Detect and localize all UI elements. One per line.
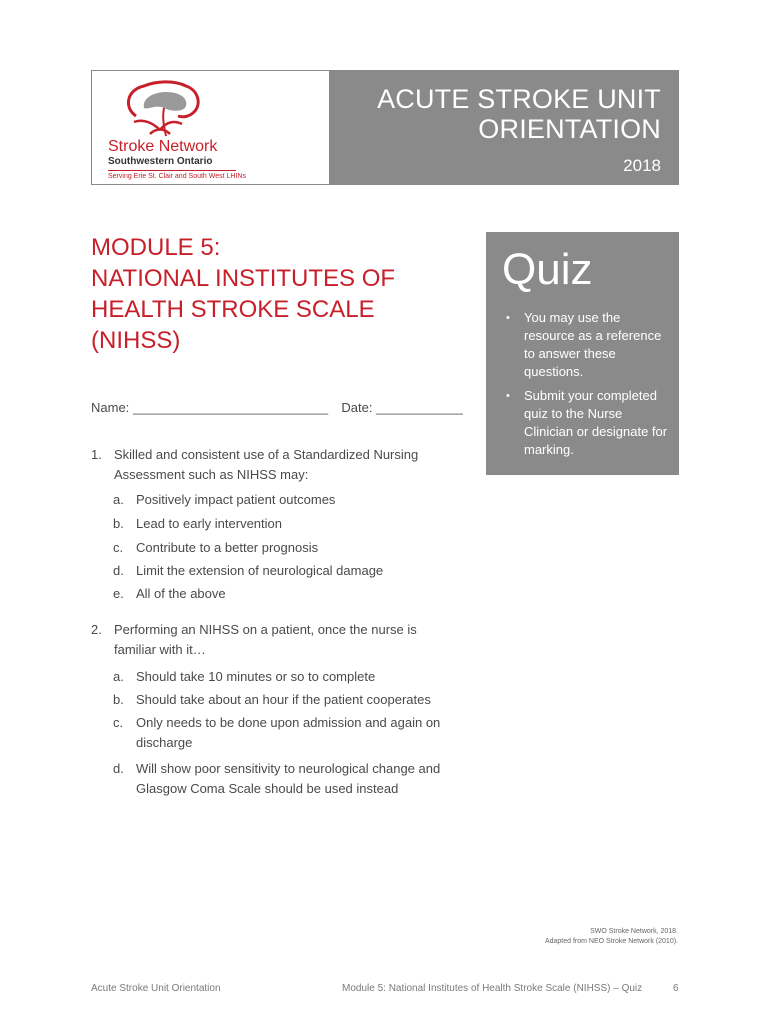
question-text: Skilled and consistent use of a Standardized Nursing Assessment such as NIHSS may: xyxy=(114,447,419,482)
quiz-heading: Quiz xyxy=(502,245,593,294)
stroke-network-logo xyxy=(100,78,325,182)
option-letter: c. xyxy=(113,540,124,555)
option-letter: a. xyxy=(113,492,124,507)
module-title xyxy=(91,232,471,356)
question-2 xyxy=(91,620,451,660)
bullet-icon: • xyxy=(506,390,510,402)
option-letter: b. xyxy=(113,692,124,707)
option-letter: b. xyxy=(113,516,124,531)
name-label: Name: xyxy=(91,400,130,415)
logo-region-text: Southwestern Ontario xyxy=(108,156,213,167)
question-2-option-c[interactable] xyxy=(113,713,443,753)
module-title-line-2: NATIONAL INSTITUTES OF xyxy=(91,265,396,292)
header-title-panel xyxy=(329,71,678,184)
date-label: Date: xyxy=(341,400,373,415)
name-field[interactable]: ___________________________ xyxy=(132,400,329,415)
quiz-instructions-box xyxy=(486,232,679,475)
source-credit xyxy=(545,927,678,947)
option-text: All of the above xyxy=(136,586,226,601)
title-line-2: ORIENTATION xyxy=(478,114,661,144)
footer-module-name: Module 5: National Institutes of Health Stroke Scale (NIHSS) – Quiz xyxy=(342,983,643,994)
question-1-option-c[interactable] xyxy=(113,538,473,558)
question-2-option-b[interactable] xyxy=(113,690,473,710)
option-letter: d. xyxy=(113,761,124,776)
list-item xyxy=(506,387,670,459)
instruction-text: Submit your completed quiz to the Nurse Clinician or designate for marking. xyxy=(524,388,668,457)
credit-line-2: Adapted from NEO Stroke Network (2010). xyxy=(544,938,678,945)
module-title-line-4: (NIHSS) xyxy=(91,327,181,354)
option-text: Limit the extension of neurological damage xyxy=(136,563,384,578)
question-1-option-b[interactable] xyxy=(113,514,473,534)
option-text: Positively impact patient outcomes xyxy=(136,492,336,507)
instruction-text: You may use the resource as a reference to answer these questions. xyxy=(524,310,662,379)
question-number: 2. xyxy=(91,622,102,637)
option-text: Lead to early intervention xyxy=(136,516,282,531)
document-year: 2018 xyxy=(623,156,661,175)
title-line-1: ACUTE STROKE UNIT xyxy=(377,84,661,114)
option-letter: d. xyxy=(113,563,124,578)
list-item xyxy=(506,309,670,381)
question-number: 1. xyxy=(91,447,102,462)
question-1 xyxy=(91,445,451,485)
logo-tagline: Serving Erie St. Clair and South West LHINs xyxy=(108,173,246,180)
date-field[interactable]: ____________ xyxy=(376,400,463,415)
option-text: Will show poor sensitivity to neurological change and Glasgow Coma Scale should be used instead xyxy=(136,761,441,796)
question-1-option-e[interactable] xyxy=(113,584,473,604)
logo-divider xyxy=(108,170,236,171)
header-banner xyxy=(91,70,679,185)
document-title xyxy=(377,84,661,144)
question-2-option-a[interactable] xyxy=(113,667,473,687)
question-text: Performing an NIHSS on a patient, once the nurse is familiar with it… xyxy=(114,622,417,657)
credit-line-1: SWO Stroke Network, 2018. xyxy=(590,928,678,935)
option-text: Should take about an hour if the patient cooperates xyxy=(136,692,431,707)
brain-logo-icon xyxy=(114,78,224,138)
bullet-icon: • xyxy=(506,312,510,324)
option-letter: a. xyxy=(113,669,124,684)
question-2-option-d[interactable] xyxy=(113,759,463,799)
question-1-option-d[interactable] xyxy=(113,561,473,581)
option-letter: e. xyxy=(113,586,124,601)
module-title-line-1: MODULE 5: xyxy=(91,234,221,261)
option-text: Only needs to be done upon admission and again on discharge xyxy=(136,715,441,750)
footer-document-name: Acute Stroke Unit Orientation xyxy=(91,983,221,994)
option-text: Should take 10 minutes or so to complete xyxy=(136,669,376,684)
question-1-option-a[interactable] xyxy=(113,490,473,510)
logo-brand-text: Stroke Network xyxy=(108,138,218,155)
name-date-line xyxy=(91,400,463,415)
option-letter: c. xyxy=(113,715,124,730)
footer-page-number: 6 xyxy=(673,983,679,994)
module-title-line-3: HEALTH STROKE SCALE xyxy=(91,296,375,323)
quiz-instructions-list xyxy=(506,309,670,465)
option-text: Contribute to a better prognosis xyxy=(136,540,319,555)
